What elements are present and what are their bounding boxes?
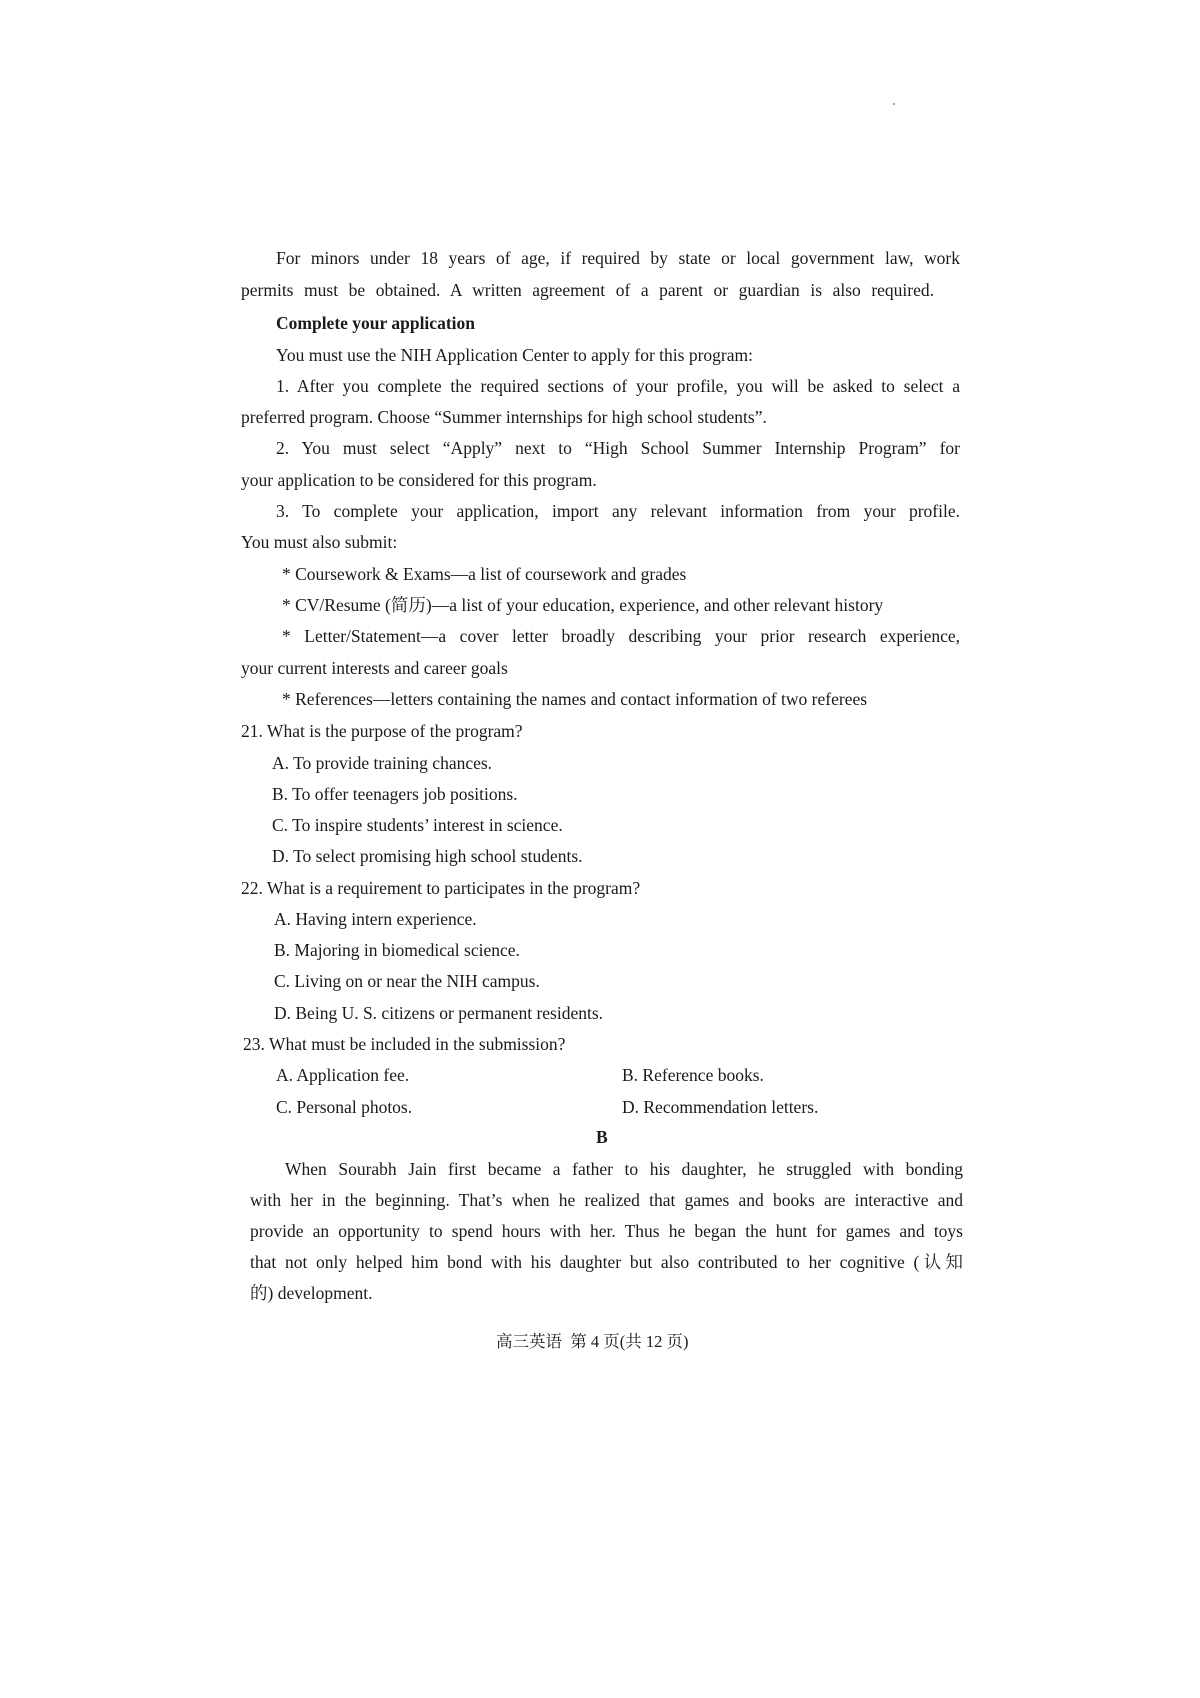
- intro-line-2: permits must be obtained. A written agreement of a parent or guardian is also required.: [241, 280, 934, 300]
- application-heading: Complete your application: [276, 313, 475, 333]
- question-22-option-c: C. Living on or near the NIH campus.: [274, 971, 540, 991]
- step2-line-1: 2. You must select “Apply” next to “High School Summer Internship Program” for: [276, 438, 960, 458]
- step3-line-2: You must also submit:: [241, 532, 398, 552]
- section-b-label: B: [596, 1127, 608, 1147]
- question-22-option-d: D. Being U. S. citizens or permanent residents.: [274, 1003, 604, 1023]
- question-21-option-b: B. To offer teenagers job positions.: [272, 784, 518, 804]
- section-b-line-4: that not only helped him bond with his daughter but also contributed to her cognitive (认知: [250, 1252, 963, 1272]
- application-intro: You must use the NIH Application Center to apply for this program:: [276, 345, 753, 365]
- question-23-option-c: C. Personal photos.: [276, 1097, 413, 1117]
- step1-line-2: preferred program. Choose “Summer internships for high school students”.: [241, 407, 767, 427]
- bullet-letter-line-2: your current interests and career goals: [241, 658, 508, 678]
- question-21-option-a: A. To provide training chances.: [272, 753, 493, 773]
- question-21-option-c: C. To inspire students’ interest in science.: [272, 815, 563, 835]
- section-b-line-5: 的) development.: [250, 1283, 373, 1303]
- scan-speck: [893, 103, 895, 105]
- step2-line-2: your application to be considered for this program.: [241, 470, 597, 490]
- step1-line-1: 1. After you complete the required sections of your profile, you will be asked to select a: [276, 376, 960, 396]
- question-23-option-a: A. Application fee.: [276, 1065, 410, 1085]
- question-21-stem: 21. What is the purpose of the program?: [241, 721, 523, 741]
- section-b-line-3: provide an opportunity to spend hours with her. Thus he began the hunt for games and toys: [250, 1221, 963, 1241]
- question-22-stem: 22. What is a requirement to participates in the program?: [241, 878, 641, 898]
- question-22-option-a: A. Having intern experience.: [274, 909, 477, 929]
- bullet-cv-resume: * CV/Resume (简历)—a list of your education, experience, and other relevant history: [282, 595, 884, 615]
- bullet-coursework: * Coursework & Exams—a list of coursework and grades: [282, 564, 687, 584]
- question-23-option-b: B. Reference books.: [622, 1065, 764, 1085]
- bullet-letter-line-1: * Letter/Statement—a cover letter broadly describing your prior research experience,: [282, 626, 960, 646]
- question-23-option-d: D. Recommendation letters.: [622, 1097, 819, 1117]
- question-23-stem: 23. What must be included in the submission?: [243, 1034, 566, 1054]
- intro-line-1: For minors under 18 years of age, if required by state or local government law, work: [276, 248, 960, 268]
- section-b-line-2: with her in the beginning. That’s when he realized that games and books are interactive and: [250, 1190, 963, 1210]
- question-22-option-b: B. Majoring in biomedical science.: [274, 940, 520, 960]
- bullet-references: * References—letters containing the names and contact information of two referees: [282, 689, 868, 709]
- page-footer: 高三英语 第 4 页(共 12 页): [496, 1332, 689, 1351]
- question-21-option-d: D. To select promising high school students.: [272, 846, 583, 866]
- step3-line-1: 3. To complete your application, import any relevant information from your profile.: [276, 501, 960, 521]
- section-b-line-1: When Sourabh Jain first became a father to his daughter, he struggled with bonding: [285, 1159, 963, 1179]
